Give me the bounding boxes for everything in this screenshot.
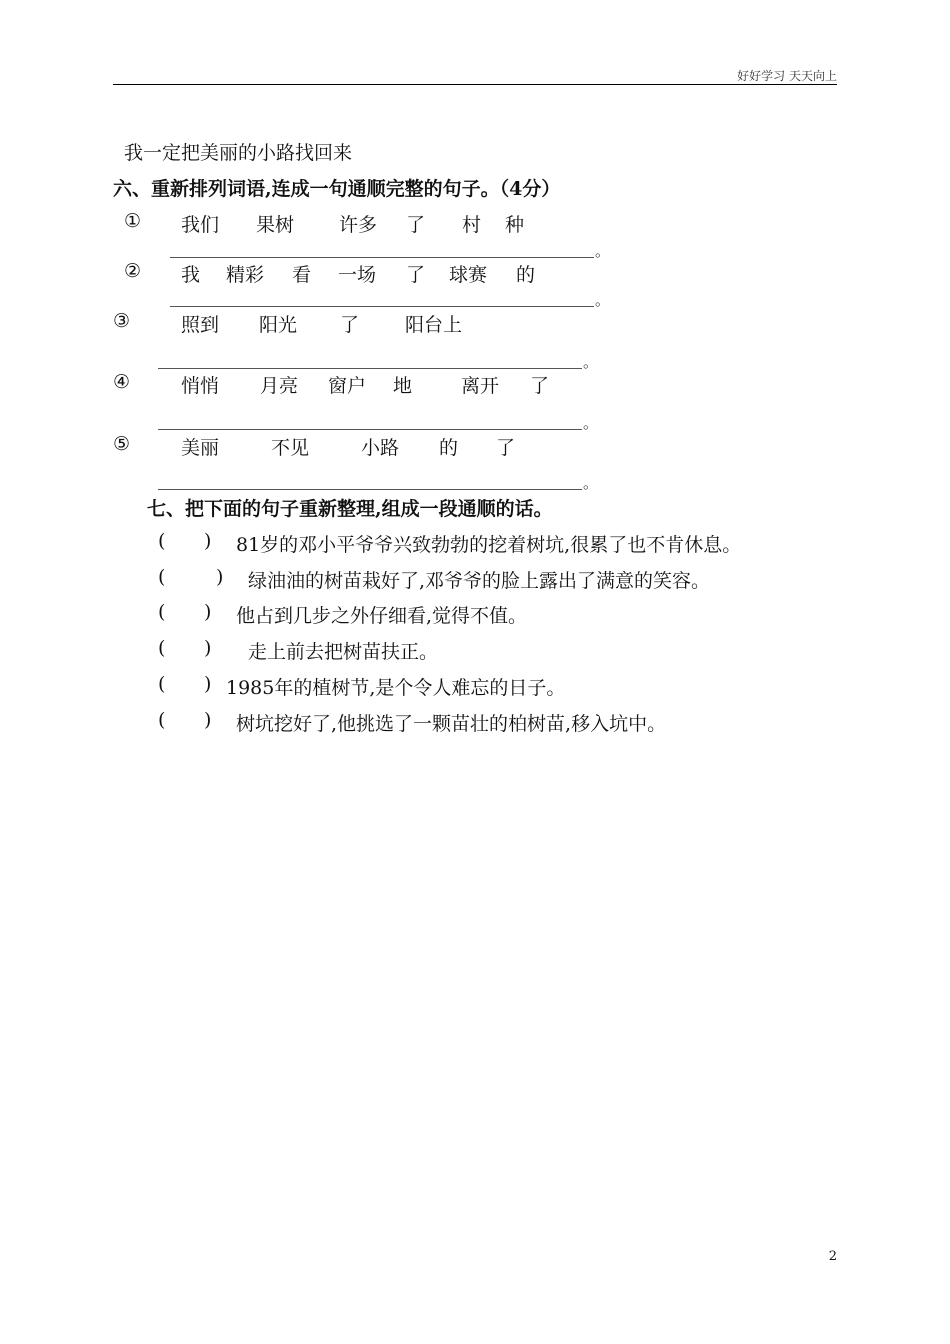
sentence-end: 。 <box>595 242 611 260</box>
intro-line: 我一定把美丽的小路找回来 <box>124 142 353 164</box>
order-paren-close: ) <box>204 601 212 623</box>
word-card: 我们 <box>181 214 220 236</box>
order-paren-open: ( <box>158 673 166 695</box>
order-paren-open: ( <box>158 530 166 552</box>
running-header: 好好学习 天天向上 <box>737 69 837 83</box>
item-number: ② <box>124 260 142 282</box>
word-card: 一场 <box>338 264 377 286</box>
order-paren-open: ( <box>158 637 166 659</box>
word-card: 了 <box>530 375 550 397</box>
word-card: 离开 <box>461 375 500 397</box>
word-card: 小路 <box>361 437 400 459</box>
item-number: ④ <box>113 371 131 393</box>
section7-title: 七、把下面的句子重新整理,组成一段通顺的话。 <box>147 498 553 520</box>
order-paren-close: ) <box>216 566 224 588</box>
section6-title: 六、重新排列词语,连成一句通顺完整的句子。（4分） <box>113 178 561 200</box>
order-paren-close: ) <box>204 709 212 731</box>
word-card: 看 <box>292 264 312 286</box>
order-paren-close: ) <box>204 637 212 659</box>
page-number: 2 <box>828 1249 837 1264</box>
answer-blank[interactable] <box>170 257 594 258</box>
word-card: 球赛 <box>449 264 488 286</box>
sentence-end: 。 <box>583 414 599 432</box>
word-card: 的 <box>439 437 459 459</box>
word-card: 了 <box>406 214 426 236</box>
word-card: 果树 <box>256 214 295 236</box>
order-paren-open: ( <box>158 566 166 588</box>
word-card: 窗户 <box>328 375 367 397</box>
word-card: 悄悄 <box>181 375 220 397</box>
word-card: 了 <box>340 314 360 336</box>
order-paren-close: ) <box>204 673 212 695</box>
sentence-end: 。 <box>595 291 611 309</box>
word-card: 种 <box>505 214 525 236</box>
sentence-text: 走上前去把树苗扶正。 <box>248 641 439 663</box>
sentence-text: 81岁的邓小平爷爷兴致勃勃的挖着树坑,很累了也不肯休息。 <box>236 534 742 556</box>
word-card: 阳台上 <box>405 314 463 336</box>
sentence-end: 。 <box>583 353 599 371</box>
word-card: 的 <box>516 264 536 286</box>
word-card: 我 <box>181 264 201 286</box>
word-card: 许多 <box>339 214 378 236</box>
header-rule <box>113 84 837 85</box>
sentence-text: 树坑挖好了,他挑选了一颗苗壮的柏树苗,移入坑中。 <box>236 713 667 735</box>
item-number: ③ <box>113 310 131 332</box>
word-card: 阳光 <box>259 314 298 336</box>
item-number: ① <box>124 210 142 232</box>
sentence-text: 绿油油的树苗栽好了,邓爷爷的脸上露出了满意的笑容。 <box>248 570 711 592</box>
answer-blank[interactable] <box>158 489 582 490</box>
word-card: 地 <box>393 375 413 397</box>
answer-blank[interactable] <box>170 306 594 307</box>
order-paren-close: ) <box>204 530 212 552</box>
answer-blank[interactable] <box>158 368 582 369</box>
order-paren-open: ( <box>158 601 166 623</box>
order-paren-open: ( <box>158 709 166 731</box>
word-card: 月亮 <box>260 375 299 397</box>
word-card: 不见 <box>271 437 310 459</box>
answer-blank[interactable] <box>158 429 582 430</box>
word-card: 了 <box>496 437 516 459</box>
word-card: 村 <box>462 214 482 236</box>
sentence-text: 1985年的植树节,是个令人难忘的日子。 <box>226 677 566 699</box>
word-card: 美丽 <box>181 437 220 459</box>
word-card: 照到 <box>181 314 220 336</box>
word-card: 了 <box>406 264 426 286</box>
sentence-text: 他占到几步之外仔细看,觉得不值。 <box>236 605 528 627</box>
word-card: 精彩 <box>226 264 265 286</box>
sentence-end: 。 <box>583 474 599 492</box>
item-number: ⑤ <box>113 433 131 455</box>
